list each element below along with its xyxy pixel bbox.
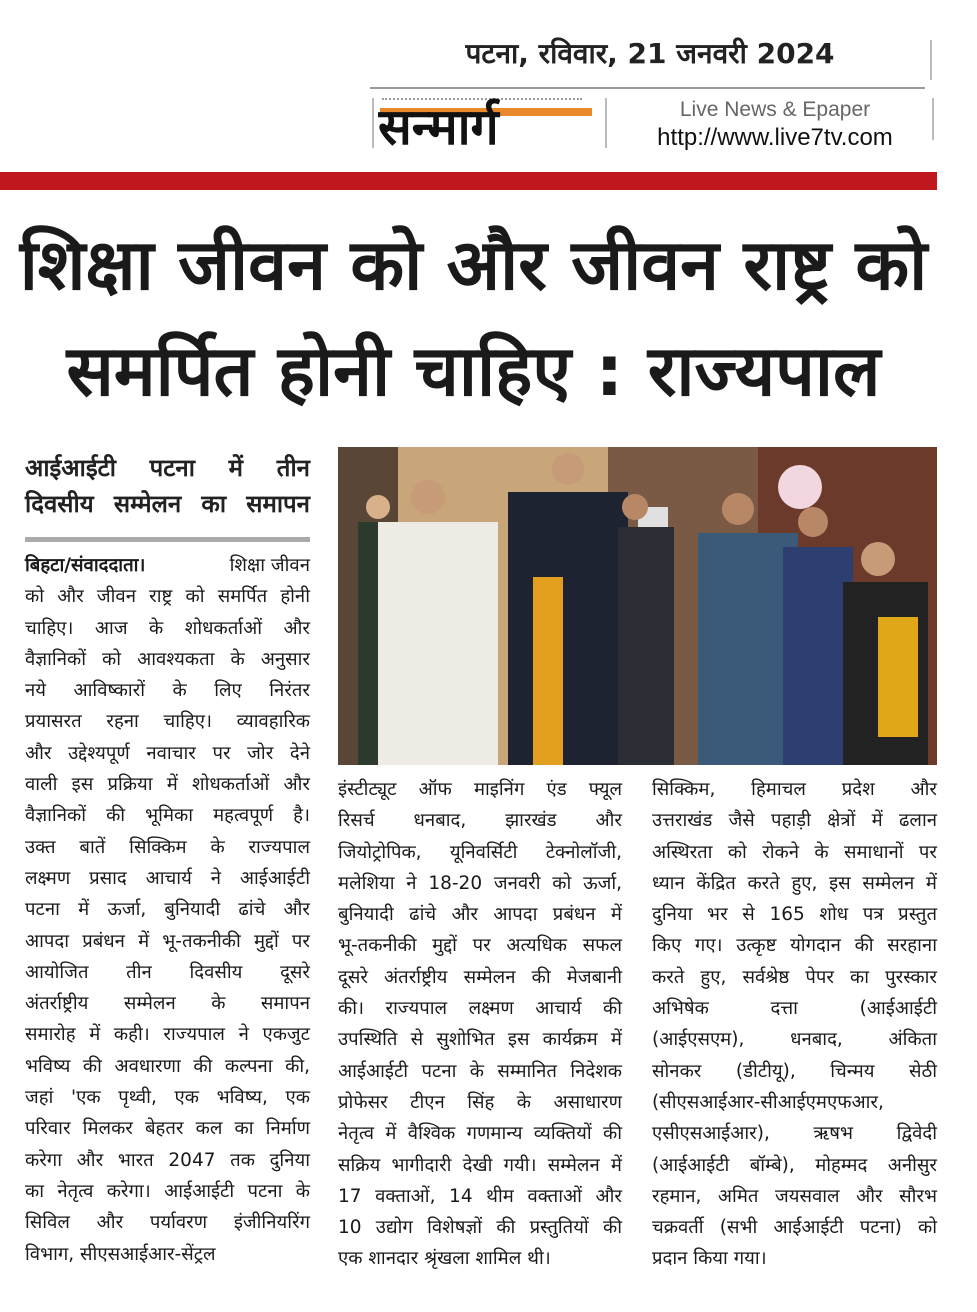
headline-line: समर्पित होनी चाहिए : राज्यपाल [66, 330, 881, 412]
article-line: एसीएसआईआर), ऋषभ द्विवेदी [652, 1123, 937, 1145]
article-line: मलेशिया ने 18-20 जनवरी को ऊर्जा, [338, 872, 622, 894]
article-line: अस्थिरता को रोकने के समाधानों पर [652, 841, 937, 863]
article-line: आपदा प्रबंधन में भू-तकनीकी मुद्दों पर [25, 930, 310, 952]
divider [370, 87, 925, 89]
article-line: 10 उद्योग विशेषज्ञों की प्रस्तुतियों की [338, 1217, 622, 1239]
article-line: समारोह में कही। राज्यपाल ने एकजुट [25, 1024, 310, 1046]
article-line: एक शानदार श्रृंखला शामिल थी। [338, 1248, 551, 1270]
subheadline-line: दिवसीय सम्मेलन का समापन [25, 490, 310, 518]
divider [372, 98, 374, 148]
article-line: सक्रिय भागीदारी देखी गयी। सम्मेलन में [338, 1154, 622, 1176]
article-line: का नेतृत्व करेगा। आईआईटी पटना के [25, 1180, 310, 1202]
newspaper-logo [378, 94, 596, 154]
article-line: प्रोफेसर टीएन सिंह के असाधारण [338, 1091, 622, 1113]
article-line: लक्ष्मण प्रसाद आचार्य ने आईआईटी [25, 867, 310, 889]
red-rule [0, 172, 937, 190]
article-line: चाहिए। आज के शोधकर्ताओं और [25, 617, 310, 639]
dateline: पटना, रविवार, 21 जनवरी 2024 [465, 37, 835, 70]
byline: बिहटा/संवाददाता। [25, 555, 146, 576]
article-column-2 [338, 774, 622, 1275]
article-line: करेगा और भारत 2047 तक दुनिया [25, 1149, 310, 1171]
article-line: दूसरे अंतर्राष्ट्रीय सम्मेलन की मेजबानी [338, 966, 622, 988]
article-line [25, 550, 310, 581]
article-line: प्रयासरत रहना चाहिए। व्यावहारिक [25, 711, 310, 733]
article-line: सिक्किम, हिमाचल प्रदेश और [652, 779, 937, 800]
article-line: आईआईटी पटना के सम्मानित निदेशक [338, 1060, 622, 1082]
article-line: (आईआईटी बॉम्बे), मोहम्मद अनीसुर [652, 1154, 937, 1176]
website-tag [640, 98, 910, 152]
article-line: रहमान, अमित जयसवाल और सौरभ [652, 1185, 937, 1207]
article-line: विभाग, सीएसआईआर-सेंट्रल [25, 1243, 216, 1265]
article-line: रिसर्च धनबाद, झारखंड और [338, 810, 622, 832]
article-line: की। राज्यपाल लक्ष्मण आचार्य की [338, 998, 622, 1020]
subheadline-line: आईआईटी पटना में तीन [25, 454, 310, 482]
article-line: अभिषेक दत्ता (आईआईटी [652, 998, 937, 1020]
subheadline [25, 450, 310, 522]
article-line: नेतृत्व में वैश्विक गणमान्य व्यक्तियों की [338, 1123, 622, 1145]
article-line: (सीएसआईआर-सीआईएमएफआर, [652, 1091, 884, 1113]
article-line: को और जीवन राष्ट्र को समर्पित होनी [25, 586, 310, 608]
article-line: भू-तकनीकी मुद्दों पर अत्यधिक सफल [338, 935, 622, 957]
headline [10, 212, 937, 424]
article-column-1 [25, 550, 310, 1270]
article-line: वैज्ञानिकों को आवश्यकता के अनुसार [25, 648, 310, 670]
article-line: परिवार मिलकर बेहतर कल का निर्माण [25, 1118, 310, 1140]
tagline: Live News & Epaper [679, 98, 871, 121]
logo-text: सन्मार्ग [378, 97, 499, 154]
article-line: वैज्ञानिकों की भूमिका महत्वपूर्ण है। [25, 805, 310, 827]
article-line: चक्रवर्ती (सभी आईआईटी पटना) को [652, 1217, 937, 1239]
divider [932, 98, 934, 140]
article-line: इंस्टीट्यूट ऑफ माइनिंग एंड फ्यूल [338, 779, 622, 800]
article-line: (आईएसएम), धनबाद, अंकिता [652, 1029, 937, 1051]
article-text: शिक्षा जीवन [229, 555, 310, 576]
article-line: और उद्देश्यपूर्ण नवाचार पर जोर देने [25, 742, 310, 764]
article-line: करते हुए, सर्वश्रेष्ठ पेपर का पुरस्कार [652, 966, 937, 988]
article-line: वाली इस प्रक्रिया में शोधकर्ताओं और [25, 774, 310, 796]
article-line: पटना में ऊर्जा, बुनियादी ढांचे और [25, 899, 310, 921]
divider [605, 98, 607, 148]
article-line: 17 वक्ताओं, 14 थीम वक्ताओं और [338, 1185, 622, 1207]
article-line: उपस्थिति से सुशोभित इस कार्यक्रम में [338, 1029, 622, 1051]
article-line: सिविल और पर्यावरण इंजीनियरिंग [25, 1212, 310, 1234]
divider [25, 537, 310, 542]
article-line: प्रदान किया गया। [652, 1248, 767, 1270]
article-line: अंतर्राष्ट्रीय सम्मेलन के समापन [25, 993, 310, 1015]
article-line: उक्त बातें सिक्किम के राज्यपाल [25, 836, 310, 858]
article-line: जहां 'एक पृथ्वी, एक भविष्य, एक [25, 1087, 310, 1109]
article-line: उत्तराखंड जैसे पहाड़ी क्षेत्रों में ढलान [652, 810, 937, 832]
article-line: बुनियादी ढांचे और आपदा प्रबंधन में [338, 904, 622, 926]
article-line: नये आविष्कारों के लिए निरंतर [25, 680, 310, 702]
article-line: भविष्य की अवधारणा की कल्पना की, [25, 1055, 310, 1077]
article-column-3 [652, 774, 937, 1275]
article-line: दुनिया भर से 165 शोध पत्र प्रस्तुत [652, 904, 937, 926]
article-line: आयोजित तीन दिवसीय दूसरे [25, 961, 310, 983]
website-url[interactable]: http://www.live7tv.com [657, 124, 893, 151]
headline-line: शिक्षा जीवन को और जीवन राष्ट्र को [19, 224, 928, 306]
article-line: किए गए। उत्कृष्ट योगदान की सरहाना [652, 935, 937, 957]
event-photo [338, 447, 937, 765]
article-line: सोनकर (डीटीयू), चिन्मय सेठी [652, 1060, 937, 1082]
article-line: ध्यान केंद्रित करते हुए, इस सम्मेलन में [652, 872, 937, 894]
divider [930, 40, 932, 80]
article-line: जियोट्रोपिक, यूनिवर्सिटी टेक्नोलॉजी, [338, 841, 622, 863]
